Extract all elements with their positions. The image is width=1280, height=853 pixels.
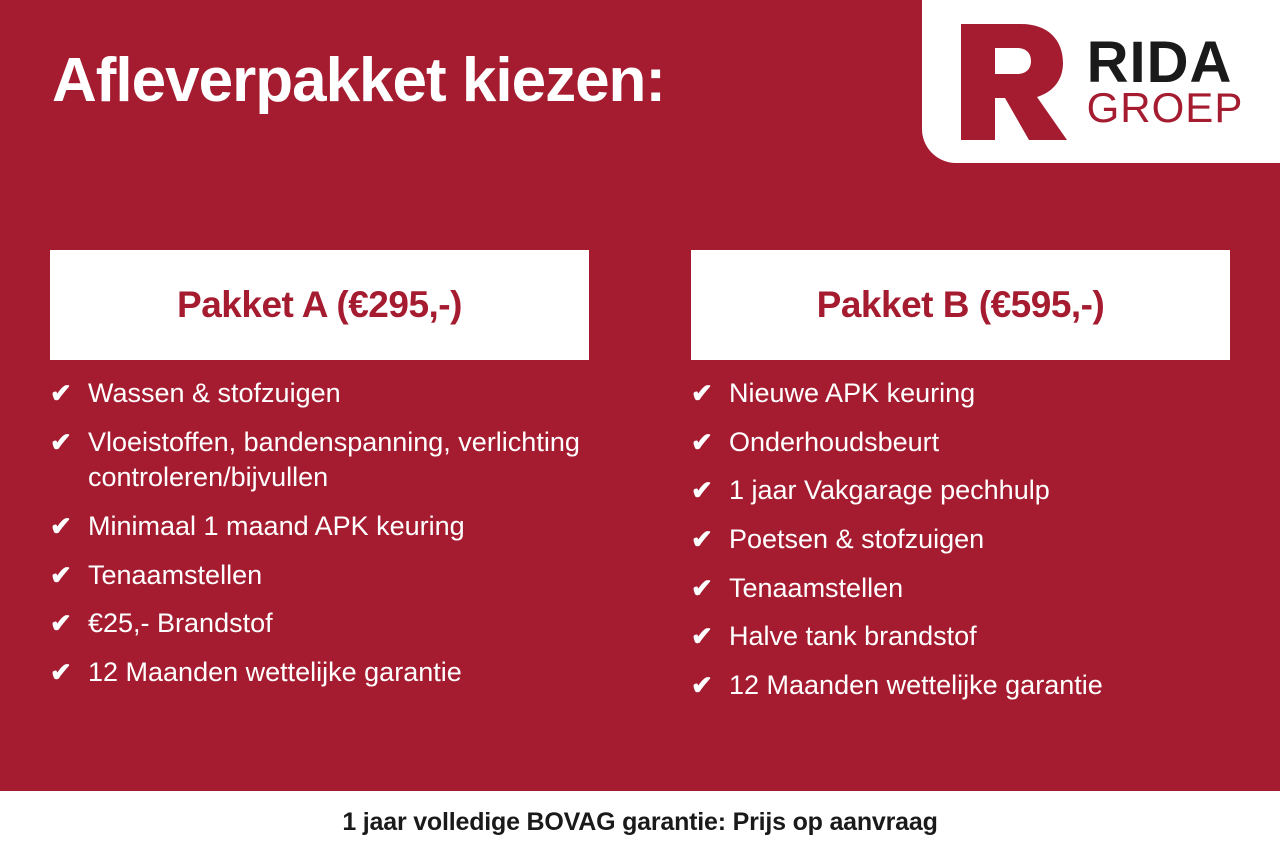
package-b-feature-list [691, 376, 1230, 703]
check-icon: ✔ [691, 572, 713, 603]
rida-r-monogram-icon [951, 18, 1071, 146]
list-item [50, 509, 589, 545]
list-item [50, 655, 589, 691]
feature-text: 12 Maanden wettelijke garantie [729, 669, 1103, 700]
package-a-header [50, 250, 589, 360]
list-item [691, 376, 1230, 412]
feature-text: 12 Maanden wettelijke garantie [88, 656, 462, 687]
packages-container [50, 250, 1230, 716]
package-b-title: Pakket B (€595,-) [816, 284, 1105, 325]
feature-text: Halve tank brandstof [729, 621, 977, 652]
check-icon: ✔ [50, 426, 72, 457]
feature-text: €25,- Brandstof [88, 608, 273, 639]
feature-text: Poetsen & stofzuigen [729, 523, 985, 554]
brand-logo [922, 0, 1280, 163]
footer-banner [0, 791, 1280, 853]
package-card-a [50, 250, 589, 716]
check-icon: ✔ [691, 669, 713, 700]
list-item [691, 425, 1230, 461]
feature-text: Tenaamstellen [729, 572, 904, 603]
list-item [50, 558, 589, 594]
list-item [50, 606, 589, 642]
brand-name-top: RIDA [1086, 29, 1233, 95]
feature-text: Tenaamstellen [88, 559, 263, 590]
page-title: Afleverpakket kiezen: [52, 46, 666, 115]
check-icon: ✔ [50, 559, 72, 590]
feature-text: Wassen & stofzuigen [88, 378, 341, 408]
list-item [691, 571, 1230, 607]
package-card-b [691, 250, 1230, 716]
check-icon: ✔ [691, 523, 713, 554]
package-b-header [691, 250, 1230, 360]
feature-text: 1 jaar Vakgarage pechhulp [729, 475, 1050, 506]
footer-text: 1 jaar volledige BOVAG garantie: Prijs op aanvraag [342, 807, 938, 836]
check-icon: ✔ [691, 378, 713, 408]
feature-text: Onderhoudsbeurt [729, 426, 940, 457]
check-icon: ✔ [50, 378, 72, 408]
brand-wordmark [1086, 29, 1244, 131]
list-item [50, 425, 589, 496]
check-icon: ✔ [50, 656, 72, 687]
list-item [691, 619, 1230, 655]
package-a-title: Pakket A (€295,-) [177, 284, 462, 325]
check-icon: ✔ [691, 621, 713, 652]
list-item [691, 473, 1230, 509]
feature-text: Nieuwe APK keuring [729, 378, 976, 408]
list-item [691, 522, 1230, 558]
check-icon: ✔ [50, 608, 72, 639]
list-item [691, 668, 1230, 704]
list-item [50, 376, 589, 412]
check-icon: ✔ [50, 510, 72, 541]
feature-text: Minimaal 1 maand APK keuring [88, 510, 465, 541]
feature-text: Vloeistoffen, bandenspanning, verlichting controleren/bijvullen [88, 426, 580, 493]
package-a-feature-list [50, 376, 589, 690]
brand-name-bottom: GROEP [1086, 83, 1244, 131]
check-icon: ✔ [691, 475, 713, 506]
check-icon: ✔ [691, 426, 713, 457]
